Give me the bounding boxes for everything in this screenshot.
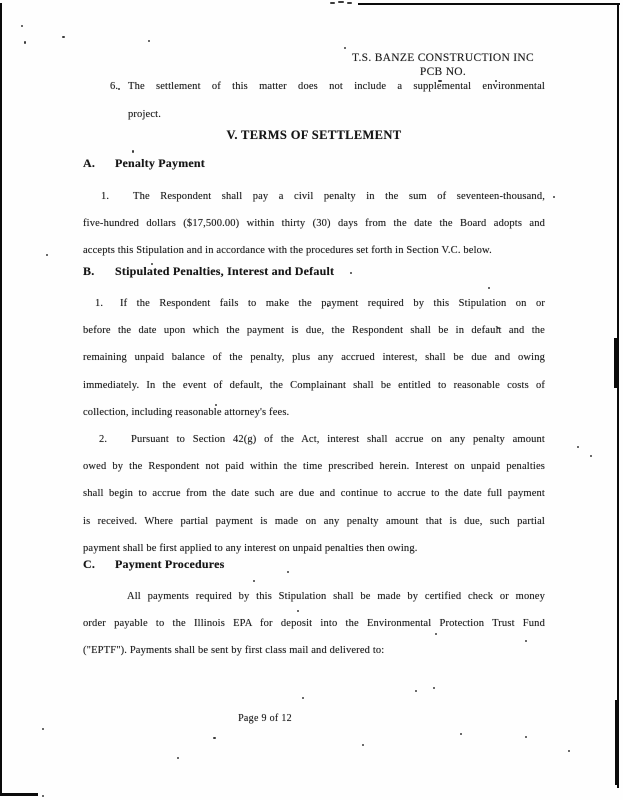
paragraph-number: 1. xyxy=(101,191,110,202)
section-letter: A. xyxy=(83,156,96,170)
paragraph-a1-line-3: accepts this Stipulation and in accordance with the procedures set forth in Section V.C. below. xyxy=(83,245,492,257)
heading-section-a xyxy=(83,156,545,171)
paragraph-c1-line-1: All payments required by this Stipulation shall be made by certified check or money xyxy=(127,591,545,602)
paragraph-a1-line-2: five-hundred dollars ($17,500.00) within thirty (30) days from the date the Board adopts and xyxy=(83,218,545,230)
section-heading-text: Payment Procedures xyxy=(115,557,225,571)
scan-edge-right-blob xyxy=(615,700,619,785)
paragraphs-b1-b2 xyxy=(83,290,545,562)
paragraph-c1-line-3: ("EPTF"). Payments shall be sent by first class mail and delivered to: xyxy=(83,645,385,657)
paragraph-text: If the Respondent fails to make the payment required by this Stipulation on or xyxy=(120,298,545,309)
paragraph-6-line-1 xyxy=(83,73,545,101)
paragraph-b2-line-1 xyxy=(83,426,545,453)
scan-edge-top xyxy=(358,3,620,5)
paragraph-text: The Respondent shall pay a civil penalty in the sum of seventeen-thousand, xyxy=(133,191,545,202)
case-party-name: T.S. BANZE CONSTRUCTION INC xyxy=(352,52,534,64)
paragraph-text: The settlement of this matter does not include a supplemental environmental xyxy=(128,81,545,92)
paragraph-c1 xyxy=(83,583,545,665)
paragraph-b1-line-4: immediately. In the event of default, the Complainant shall be entitled to reasonable costs of xyxy=(83,379,545,391)
scan-edge-bottom-left xyxy=(0,793,38,796)
heading-section-c xyxy=(83,557,545,572)
heading-section-b xyxy=(83,264,545,279)
paragraph-c1-line-2: order payable to the Illinois EPA for deposit into the Environmental Protection Trust Fund xyxy=(83,618,545,630)
paragraph-number: 2. xyxy=(99,433,108,445)
section-title: V. TERMS OF SETTLEMENT xyxy=(226,128,402,142)
paragraph-6 xyxy=(83,73,545,129)
paragraph-a1 xyxy=(83,183,545,265)
paragraph-b2-line-2: owed by the Respondent not paid within the time prescribed herein. Interest on unpaid penalties xyxy=(83,461,545,473)
scan-edge-left xyxy=(0,3,2,796)
section-heading-text: Stipulated Penalties, Interest and Default xyxy=(115,264,335,278)
paragraph-b1-line-5: collection, including reasonable attorney's fees. xyxy=(83,406,290,418)
section-heading-text: Penalty Payment xyxy=(115,156,205,170)
paragraph-6-line-2: project. xyxy=(128,109,161,120)
paragraph-number: 6. xyxy=(110,81,119,92)
scan-edge-right xyxy=(617,3,619,788)
scan-edge-right-blob xyxy=(614,338,619,388)
paragraph-number: 1. xyxy=(95,298,104,309)
paragraph-text: Pursuant to Section 42(g) of the Act, interest shall accrue on any penalty amount xyxy=(131,433,545,445)
paragraph-b2-line-5: payment shall be first applied to any interest on unpaid penalties then owing. xyxy=(83,542,418,554)
paragraph-b2-line-3: shall begin to accrue from the date such are due and continue to accrue to the date full payment xyxy=(83,488,545,500)
paragraph-b1-line-1 xyxy=(83,290,545,317)
section-letter: B. xyxy=(83,264,95,278)
paragraph-b1-line-2: before the date upon which the payment is due, the Respondent shall be in default and the xyxy=(83,325,545,337)
paragraph-b1-line-3: remaining unpaid balance of the penalty, plus any accrued interest, shall be due and owing xyxy=(83,352,545,364)
paragraph-b2-line-4: is received. Where partial payment is made on any penalty amount that is due, such partial xyxy=(83,515,545,527)
section-letter: C. xyxy=(83,557,96,571)
page-number: Page 9 of 12 xyxy=(238,713,292,724)
case-docket-number: PCB NO. xyxy=(419,66,467,78)
paragraph-a1-line-1 xyxy=(83,183,545,210)
